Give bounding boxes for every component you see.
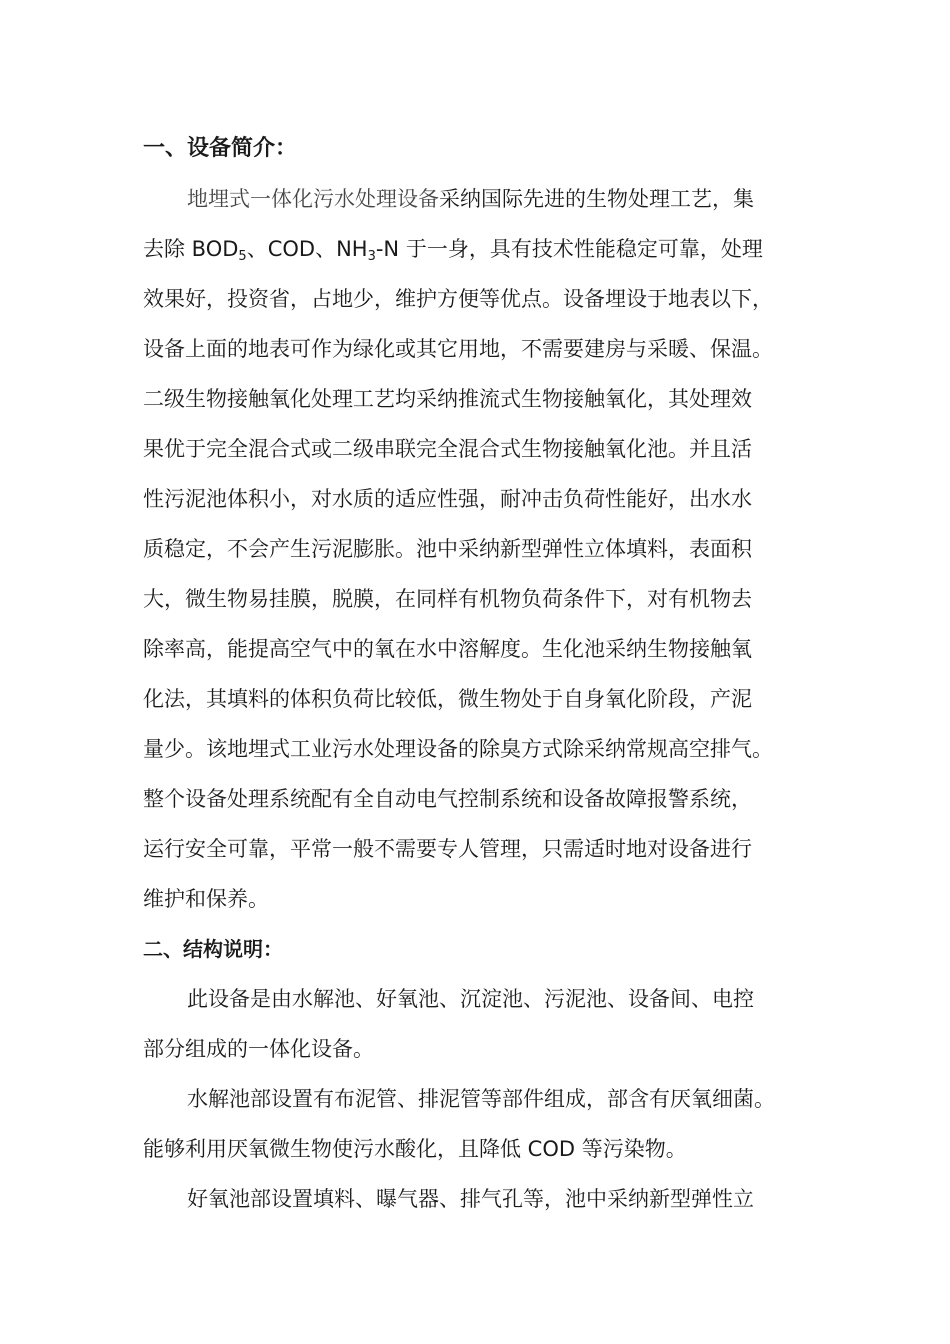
subscript: 3 — [367, 249, 376, 264]
line-text: 、COD、NH — [246, 237, 368, 261]
paragraph-line — [143, 224, 808, 274]
paragraph-line: 除率高，能提高空气中的氧在水中溶解度。生化池采纳生物接触氧 — [143, 637, 752, 661]
section-2-heading: 二、结构说明： — [143, 937, 283, 961]
paragraph-line: 化法，其填料的体积负荷比较低，微生物处于自身氧化阶段，产泥 — [143, 687, 752, 711]
section-2-paragraph-1 — [143, 974, 808, 1074]
line-text: -N 于一身，具有技术性能稳定可靠，处理 — [375, 237, 763, 261]
line-text: 去除 BOD — [143, 237, 239, 261]
section-1-heading: 一、设备简介： — [143, 136, 298, 161]
paragraph-line: 部分组成的一体化设备。 — [143, 1037, 374, 1061]
paragraph-line: 维护和保养。 — [143, 887, 269, 911]
paragraph-line: 设备上面的地表可作为绿化或其它用地，不需要建房与采暖、保温。 — [143, 337, 773, 361]
paragraph-line: 性污泥池体积小，对水质的适应性强，耐冲击负荷性能好，出水水 — [143, 487, 752, 511]
paragraph-line: 二级生物接触氧化处理工艺均采纳推流式生物接触氧化，其处理效 — [143, 387, 752, 411]
paragraph-line: 好氧池部设置填料、曝气器、排气孔等，池中采纳新型弹性立 — [187, 1187, 754, 1211]
subscript: 5 — [238, 249, 247, 264]
paragraph-line: 整个设备处理系统配有全自动电气控制系统和设备故障报警系统， — [143, 787, 752, 811]
paragraph-line: 效果好，投资省，占地少，维护方便等优点。设备埋设于地表以下， — [143, 287, 773, 311]
section-1-paragraph — [143, 174, 808, 924]
product-name: 地埋式一体化污水处理设备 — [187, 187, 439, 211]
paragraph-line: 量少。该地埋式工业污水处理设备的除臭方式除采纳常规高空排气。 — [143, 737, 773, 761]
section-2-paragraph-2 — [143, 1074, 808, 1174]
paragraph-line: 大，微生物易挂膜，脱膜，在同样有机物负荷条件下，对有机物去 — [143, 587, 752, 611]
paragraph-line: 果优于完全混合式或二级串联完全混合式生物接触氧化池。并且活 — [143, 437, 752, 461]
paragraph-line: 此设备是由水解池、好氧池、沉淀池、污泥池、设备间、电控 — [187, 987, 754, 1011]
paragraph-line — [143, 174, 808, 224]
section-2-paragraph-3 — [143, 1174, 808, 1224]
paragraph-line: 能够利用厌氧微生物使污水酸化，且降低 COD 等污染物。 — [143, 1137, 687, 1161]
paragraph-line: 运行安全可靠，平常一般不需要专人管理，只需适时地对设备进行 — [143, 837, 752, 861]
paragraph-line: 质稳定，不会产生污泥膨胀。池中采纳新型弹性立体填料，表面积 — [143, 537, 752, 561]
document-page — [143, 124, 808, 1224]
line-text: 采纳国际先进的生物处理工艺，集 — [439, 187, 754, 211]
paragraph-line: 水解池部设置有布泥管、排泥管等部件组成，部含有厌氧细菌。 — [187, 1087, 775, 1111]
